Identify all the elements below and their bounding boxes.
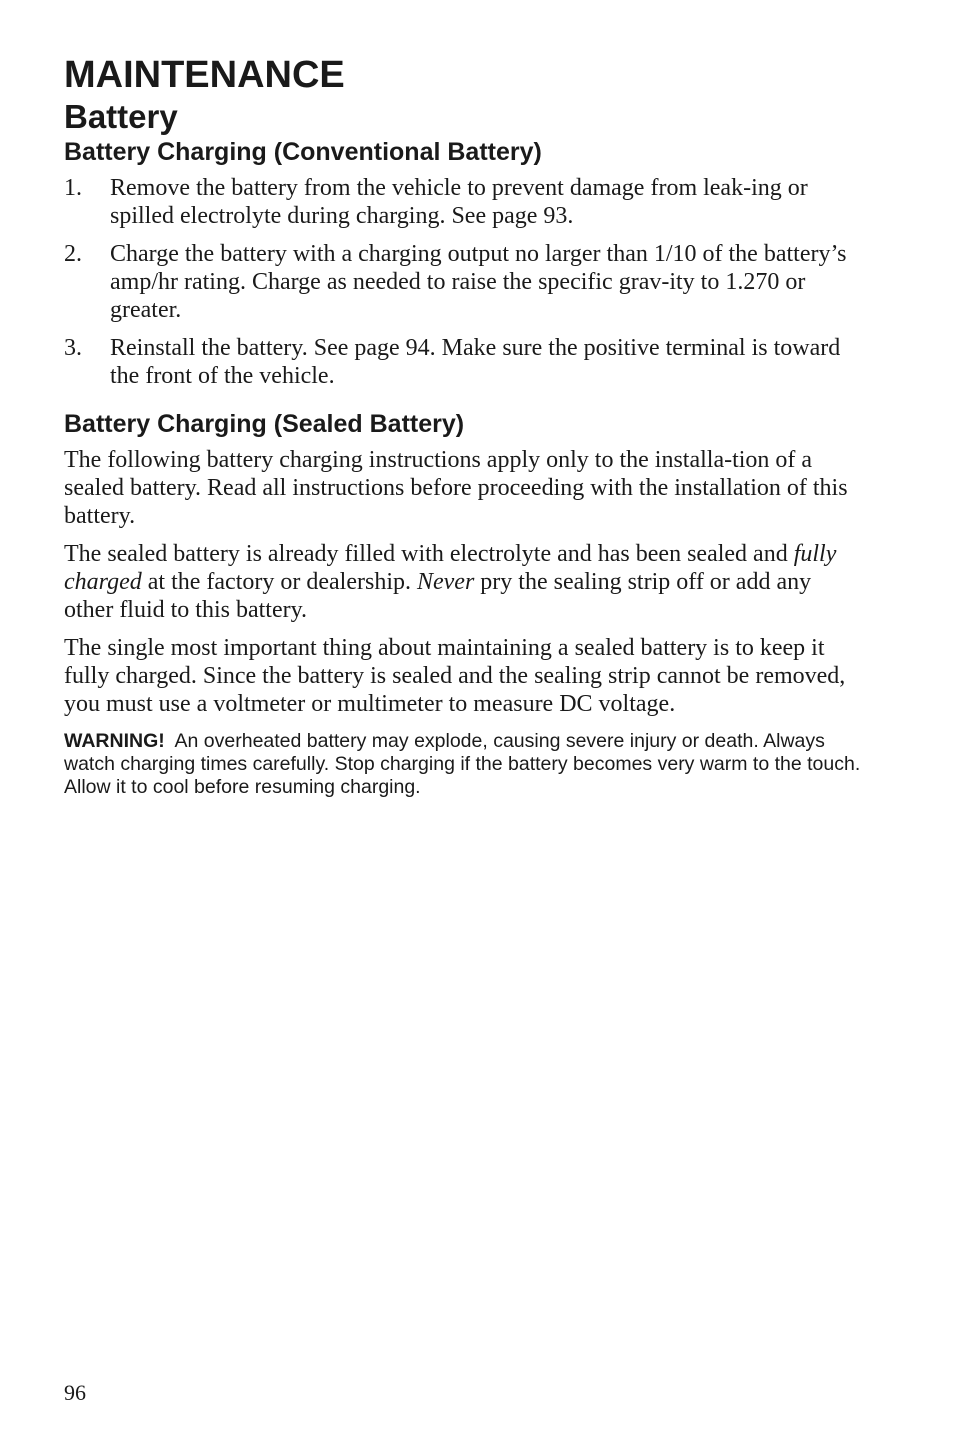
- step-number: 3.: [64, 335, 82, 361]
- step-number: 2.: [64, 241, 82, 267]
- step-text: Charge the battery with a charging output no larger than 1/10 of the battery’s amp/hr rating. Charge as needed to raise the specific grav-ity to 1.270 or greater.: [110, 241, 847, 323]
- step-text: Remove the battery from the vehicle to prevent damage from leak-ing or spilled electrolyte during charging. See page 93.: [110, 175, 808, 229]
- para2-text-2: at the factory or dealership.: [141, 569, 417, 595]
- sealed-paragraph-2: [64, 540, 864, 624]
- step-item: [64, 174, 864, 230]
- sealed-paragraph-1: The following battery charging instructions apply only to the installa-tion of a sealed battery. Read all instructions before proceeding with the installation of this battery.: [64, 447, 848, 529]
- para2-emphasis-fully-charged: fully charged: [64, 541, 837, 595]
- sealed-paragraph-3: The single most important thing about maintaining a sealed battery is to keep it fully charged. Since the battery is sealed and the sealing strip cannot be removed, you must use a voltmeter or multimeter to measure DC voltage.: [64, 635, 846, 717]
- conventional-steps: [64, 174, 864, 390]
- para2-emphasis-never: Never: [416, 569, 475, 595]
- step-item: [64, 240, 864, 324]
- conventional-heading: Battery Charging (Conventional Battery): [64, 138, 542, 166]
- step-item: [64, 334, 864, 390]
- para2-text-1: The sealed battery is already filled with electrolyte and has been sealed and: [64, 541, 794, 567]
- section-title: MAINTENANCE: [64, 54, 345, 96]
- sealed-heading: Battery Charging (Sealed Battery): [64, 410, 465, 438]
- manual-page: [64, 54, 864, 799]
- warning-block: [64, 730, 864, 799]
- para2-text-3: pry the sealing strip off or add any other fluid to this battery.: [64, 569, 812, 623]
- subsection-title: Battery: [64, 98, 178, 135]
- warning-text: An overheated battery may explode, causing severe injury or death. Always watch charging times carefully. Stop charging if the battery becomes very warm to the touch. Allow it to cool before resuming charging.: [64, 730, 861, 798]
- step-number: 1.: [64, 175, 82, 201]
- page-number: 96: [64, 1380, 86, 1405]
- step-text: Reinstall the battery. See page 94. Make sure the positive terminal is toward the front of the vehicle.: [110, 335, 841, 389]
- warning-label: WARNING!: [64, 730, 165, 752]
